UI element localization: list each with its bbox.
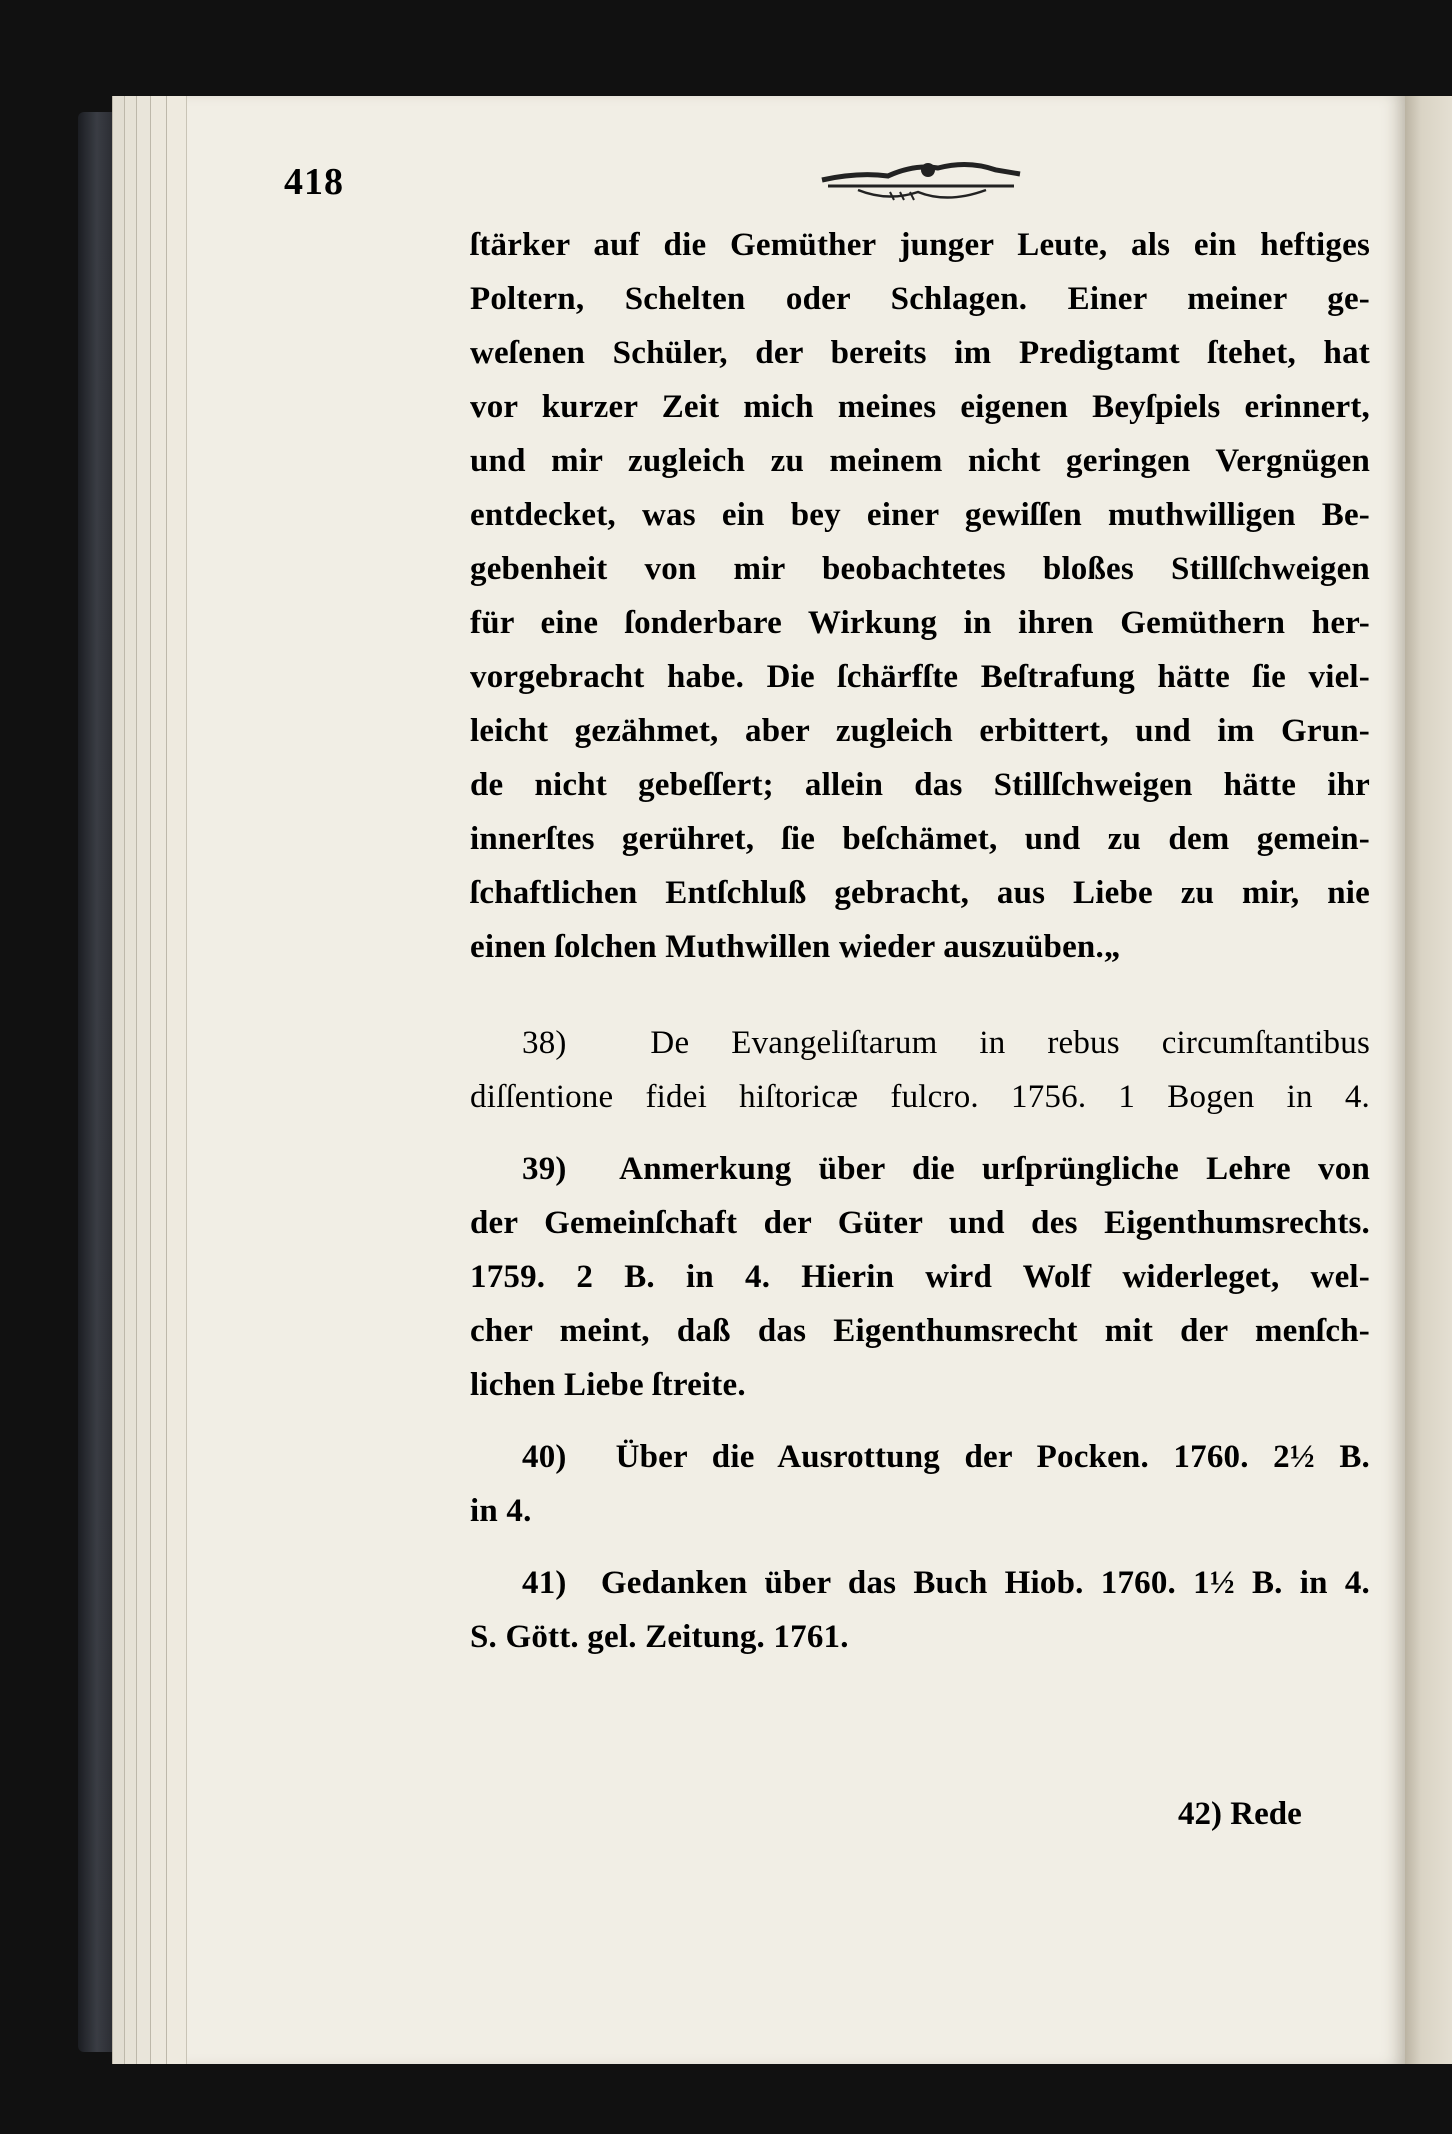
entry-39-line: lichen Liebe ſtreite. xyxy=(470,1367,746,1403)
header-ornament-icon xyxy=(818,150,1024,206)
entry-number: 41) xyxy=(522,1565,584,1601)
entry-39-line: der Gemeinſchaft der Güter und des Eigenthumsrechts. xyxy=(470,1205,1370,1241)
entry-39 xyxy=(470,1144,1370,1194)
entry-41-line: S. Gött. gel. Zeitung. 1761. xyxy=(470,1619,849,1655)
text-line: einen ſolchen Muthwillen wieder auszuüben.„ xyxy=(470,929,1121,965)
catchword: 42) Rede xyxy=(1178,1796,1302,1832)
facing-page-edge xyxy=(1404,96,1452,2064)
text-line: de nicht gebeſſert; allein das Stillſchweigen hätte ihr xyxy=(470,767,1370,803)
text-line: für eine ſonderbare Wirkung in ihren Gemüthern her- xyxy=(470,605,1370,641)
entry-text: Anmerkung über die urſprüngliche Lehre von xyxy=(619,1151,1370,1187)
entry-number: 39) xyxy=(522,1151,594,1187)
entry-40-line: in 4. xyxy=(470,1493,532,1529)
entry-39-line: 1759. 2 B. in 4. Hierin wird Wolf widerleget, wel- xyxy=(470,1259,1370,1295)
text-line: ſchaftlichen Entſchluß gebracht, aus Liebe zu mir, nie xyxy=(470,875,1370,911)
text-line: vorgebracht habe. Die ſchärfſte Beſtrafung hätte ſie viel- xyxy=(470,659,1370,695)
entry-number: 40) xyxy=(522,1439,592,1475)
text-line: entdecket, was ein bey einer gewiſſen muthwilligen Be- xyxy=(470,497,1370,533)
entry-38 xyxy=(470,1018,1370,1068)
text-line: leicht gezähmet, aber zugleich erbittert, und im Grun- xyxy=(470,713,1370,749)
entry-40 xyxy=(470,1432,1370,1482)
page-number: 418 xyxy=(284,161,344,203)
entry-text: Gedanken über das Buch Hiob. 1760. 1½ B. in 4. xyxy=(600,1565,1370,1601)
text-line: Poltern, Schelten oder Schlagen. Einer meiner ge- xyxy=(470,281,1370,317)
entry-text: Über die Ausrottung der Pocken. 1760. 2½ B. xyxy=(615,1439,1370,1475)
entry-text: De Evangeliſtarum in rebus circumſtantibus xyxy=(650,1025,1370,1061)
entry-number: 38) xyxy=(522,1025,609,1061)
text-line: ſtärker auf die Gemüther junger Leute, als ein heftiges xyxy=(470,227,1370,263)
text-line: innerſtes gerühret, ſie beſchämet, und zu dem gemein- xyxy=(470,821,1370,857)
entry-41 xyxy=(470,1558,1370,1608)
entry-38-line: diſſentione fidei hiſtoricæ fulcro. 1756. 1 Bogen in 4. xyxy=(470,1079,1370,1115)
text-line: und mir zugleich zu meinem nicht geringen Vergnügen xyxy=(470,443,1370,479)
text-line: gebenheit von mir beobachtetes bloßes Stillſchweigen xyxy=(470,551,1370,587)
text-line: vor kurzer Zeit mich meines eigenen Beyſpiels erinnert, xyxy=(470,389,1370,425)
entry-39-line: cher meint, daß das Eigenthumsrecht mit der menſch- xyxy=(470,1313,1370,1349)
text-line: weſenen Schüler, der bereits im Predigtamt ſtehet, hat xyxy=(470,335,1370,371)
